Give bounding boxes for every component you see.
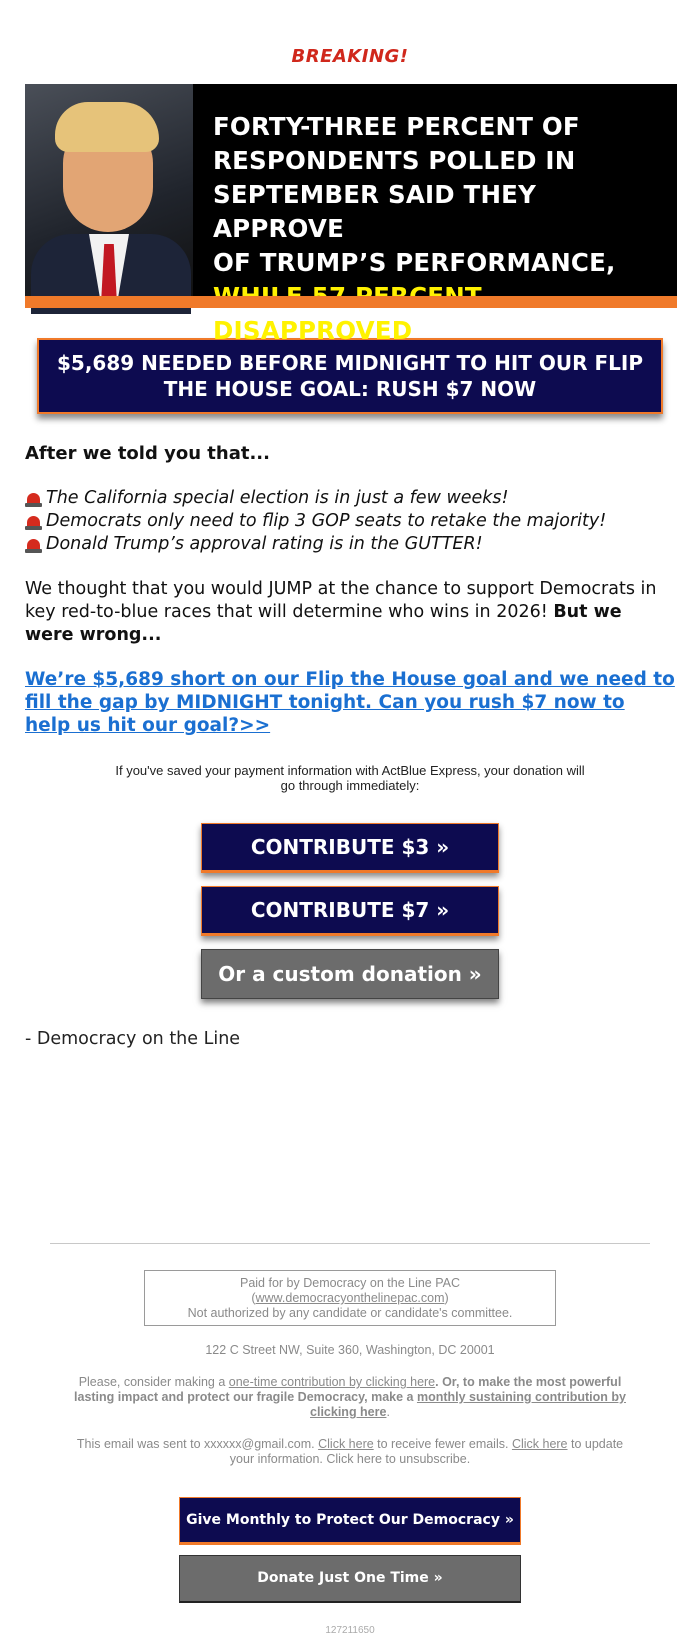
email-code: 127211650 [325,1625,375,1636]
paragraph-bold: But we were wrong... [25,602,622,645]
footer-divider [50,1243,650,1244]
actblue-express-note: If you've saved your payment information with ActBlue Express, your donation will go through immediately: [115,763,585,793]
paid-for-box [144,1270,556,1326]
pac-website-link[interactable]: www.democracyonthelinepac.com [255,1291,445,1305]
donate-one-time-button[interactable]: Donate Just One Time » [179,1555,521,1603]
hero-line-2: RESPONDENTS POLLED IN [213,146,576,175]
signature: - Democracy on the Line [25,1029,241,1049]
hero-line-1: FORTY-THREE PERCENT OF [213,112,580,141]
footer [0,1270,700,1638]
update-info-link[interactable]: Click here [511,1437,568,1451]
email-sent-notice: This email was sent to xxxxxx@gmail.com. Click here to receive fewer emails. Click here to update your information. Click here to unsubscribe. [76,1437,624,1466]
hero-headline [213,110,663,348]
contribute-7-button[interactable]: CONTRIBUTE $7 » [201,886,499,936]
paragraph-text: We thought that you would JUMP at the chance to support Democrats in key red-to-blue races that will determine who wins in 2026! [25,579,657,622]
custom-donation-button[interactable]: Or a custom donation » [201,949,499,999]
donate-cta-link[interactable]: We’re $5,689 short on our Flip the House goal and we need to fill the gap by MIDNIGHT tonight. Can you rush $7 now to help us hit our goal?>> [25,669,675,736]
goal-banner-button[interactable]: $5,689 NEEDED BEFORE MIDNIGHT TO HIT OUR FLIP THE HOUSE GOAL: RUSH $7 NOW [37,338,663,414]
lead-text: After we told you that... [25,443,270,464]
unsubscribe-text[interactable]: to update your information. Click here to unsubscribe. [229,1437,624,1466]
contribute-3-button[interactable]: CONTRIBUTE $3 » [201,823,499,873]
hero-graphic[interactable] [25,84,677,345]
siren-icon [25,537,43,553]
list-item [25,533,675,556]
bullet-text: Democrats only need to flip 3 GOP seats to retake the majority! [46,511,607,531]
paid-line-2: (www.democracyonthelinepac.com) [251,1291,449,1305]
body-paragraph [25,578,675,647]
breaking-label: BREAKING! [291,46,409,67]
hero-line-5: DISAPPROVED [213,316,413,345]
give-monthly-button[interactable]: Give Monthly to Protect Our Democracy » [179,1497,521,1545]
siren-icon [25,514,43,530]
paid-line-1: Paid for by Democracy on the Line PAC [239,1276,460,1290]
hero-line-4: OF TRUMP’S PERFORMANCE, [213,248,616,277]
list-item [25,510,675,533]
bullet-text: The California special election is in just a few weeks! [46,488,509,508]
one-time-contribution-link[interactable]: one-time contribution by clicking here [228,1375,436,1389]
paid-line-3: Not authorized by any candidate or candidate's committee. [187,1306,513,1320]
hero-accent-bar [25,296,677,308]
consider-text: Please, consider making a one-time contribution by clicking here. Or, to make the most powerful lasting impact and protect our fragile Democracy, make a monthly sustaining contribution by clicking here. [74,1375,626,1419]
bullet-list [25,487,675,556]
hero-line-3: SEPTEMBER SAID THEY APPROVE [213,180,537,243]
siren-icon [25,491,43,507]
monthly-contribution-link[interactable]: monthly sustaining contribution by clicking here [310,1390,626,1419]
portrait-image [25,84,193,296]
mailing-address: 122 C Street NW, Suite 360, Washington, DC 20001 [205,1343,495,1357]
bullet-text: Donald Trump’s approval rating is in the GUTTER! [46,534,483,554]
fewer-emails-link[interactable]: Click here [318,1437,374,1451]
list-item [25,487,675,510]
